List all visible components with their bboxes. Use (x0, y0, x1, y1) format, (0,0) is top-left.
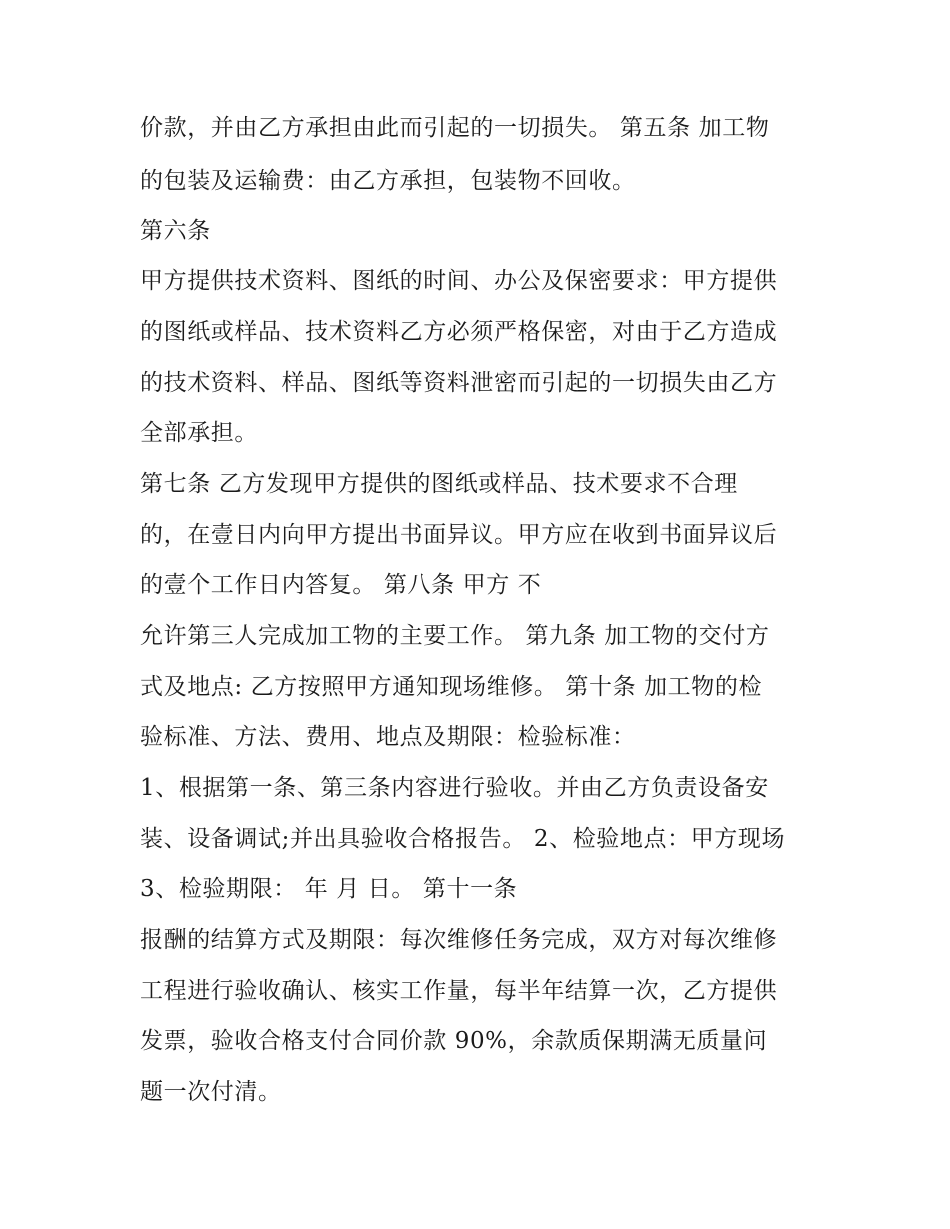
text-line: 价款，并由乙方承担由此而引起的一切损失。 第五条 加工物 (140, 115, 770, 141)
text-line: 式及地点: 乙方按照甲方通知现场维修。 第十条 加工物的检 (140, 674, 763, 700)
text-line: 第七条 乙方发现甲方提供的图纸或样品、技术要求不合理 (140, 471, 738, 497)
text-line: 验标准、方法、费用、地点及期限：检验标准： (140, 724, 636, 750)
text-line: 工程进行验收确认、核实工作量，每半年结算一次，乙方提供 (140, 978, 778, 1004)
text-line: 装、设备调试;并出具验收合格报告。 2、检验地点：甲方现场 (140, 826, 786, 852)
text-line: 全部承担。 (140, 420, 258, 446)
text-line: 允许第三人完成加工物的主要工作。 第九条 加工物的交付方 (140, 623, 770, 649)
text-line: 的，在壹日内向甲方提出书面异议。甲方应在收到书面异议后 (140, 522, 778, 548)
text-line: 报酬的结算方式及期限：每次维修任务完成，双方对每次维修 (140, 927, 778, 953)
text-line: 的技术资料、样品、图纸等资料泄密而引起的一切损失由乙方 (140, 370, 778, 396)
text-line: 的壹个工作日内答复。 第八条 甲方 不 (140, 572, 542, 598)
text-line: 甲方提供技术资料、图纸的时间、办公及保密要求：甲方提供 (140, 268, 778, 294)
section-heading: 第六条 (140, 218, 211, 244)
text-line: 题一次付清。 (140, 1079, 282, 1105)
text-line: 的图纸或样品、技术资料乙方必须严格保密，对由于乙方造成 (140, 319, 778, 345)
text-line: 的包装及运输费：由乙方承担，包装物不回收。 (140, 168, 636, 194)
text-line: 3、检验期限： 年 月 日。 第十一条 (140, 876, 518, 902)
text-line: 发票，验收合格支付合同价款 90%，余款质保期满无质量问 (140, 1028, 768, 1054)
text-line: 1、根据第一条、第三条内容进行验收。并由乙方负责设备安 (140, 775, 769, 801)
